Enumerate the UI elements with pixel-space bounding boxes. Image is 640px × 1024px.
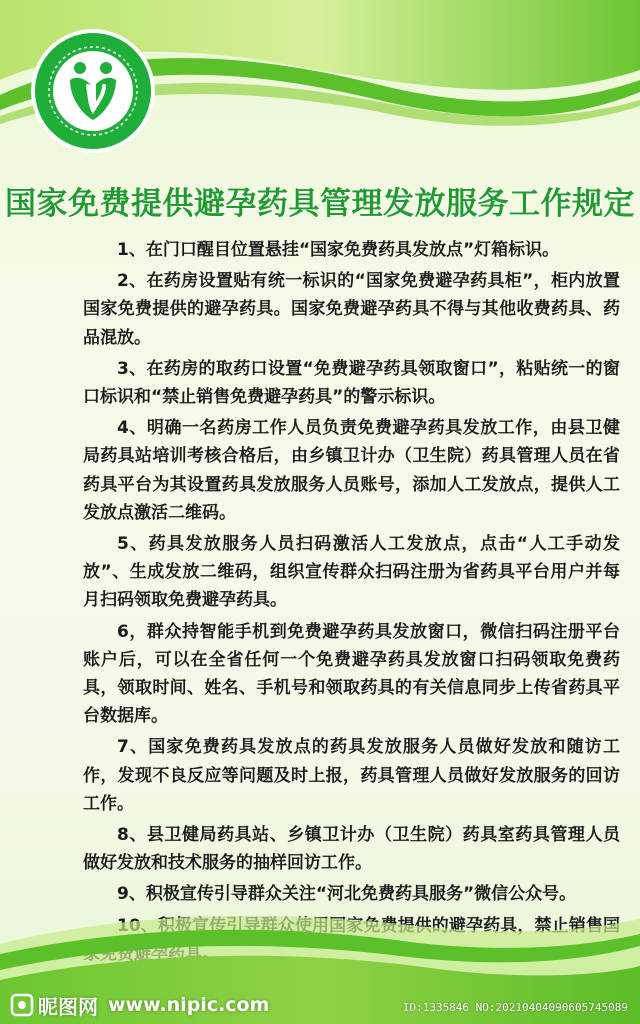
watermark-id: ID:1335846 NO:20210404090605745089 [402,1001,628,1014]
regulation-item: 3、在药房的取药口设置“免费避孕药具领取窗口”，粘贴统一的窗口标识和“禁止销售免费避孕药具”的警示标识。 [83,358,620,408]
regulation-item: 7、国家免费药具发放点的药具发放服务人员做好发放和随访工作，发现不良反应等问题及时上报，药具管理人员做好发放服务的回访工作。 [83,737,620,814]
regulation-list [83,236,620,971]
regulation-item: 9、积极宣传引导群众关注“河北免费药具服务”微信公众号。 [117,884,577,905]
watermark-url: www.nipic.com [108,994,270,1016]
watermark [10,992,269,1018]
page-title: 国家免费提供避孕药具管理发放服务工作规定 [5,186,635,222]
regulation-item: 8、县卫健局药具站、乡镇卫计办（卫生院）药具室药具管理人员做好发放和技术服务的抽样回访工作。 [83,825,620,874]
family-planning-logo-icon [30,28,156,154]
regulation-item: 5、药具发放服务人员扫码激活人工发放点，点击“人工手动发放”、生成发放二维码，组织宣传群众扫码注册为省药具平台用户并每月扫码领取免费避孕药具。 [83,534,620,611]
regulation-item: 1、在门口醒目位置悬挂“国家免费药具发放点”灯箱标识。 [117,240,560,260]
regulation-item: 4、明确一名药房工作人员负责免费避孕药具发放工作，由县卫健局药具站培训考核合格后，由乡镇卫计办（卫生院）药具管理人员在省药具平台为其设置药具发放服务人员账号，添加人工发放点，提供人工发放点激活二维码。 [83,418,620,523]
regulation-item: 2、在药房设置贴有统一标识的“国家免费避孕药具柜”，柜内放置国家免费提供的避孕药具。国家免费避孕药具不得与其他收费药具、药品混放。 [83,271,620,348]
nipic-logo-icon [10,993,34,1017]
watermark-brand: 昵图网 [38,994,98,1019]
regulation-item: 6，群众持智能手机到免费避孕药具发放窗口，微信扫码注册平台账户后，可以在全省任何一个免费避孕药具发放窗口扫码领取免费药具，领取时间、姓名、手机号和领取药具的有关信息同步上传省药具平台数据库。 [83,621,620,727]
